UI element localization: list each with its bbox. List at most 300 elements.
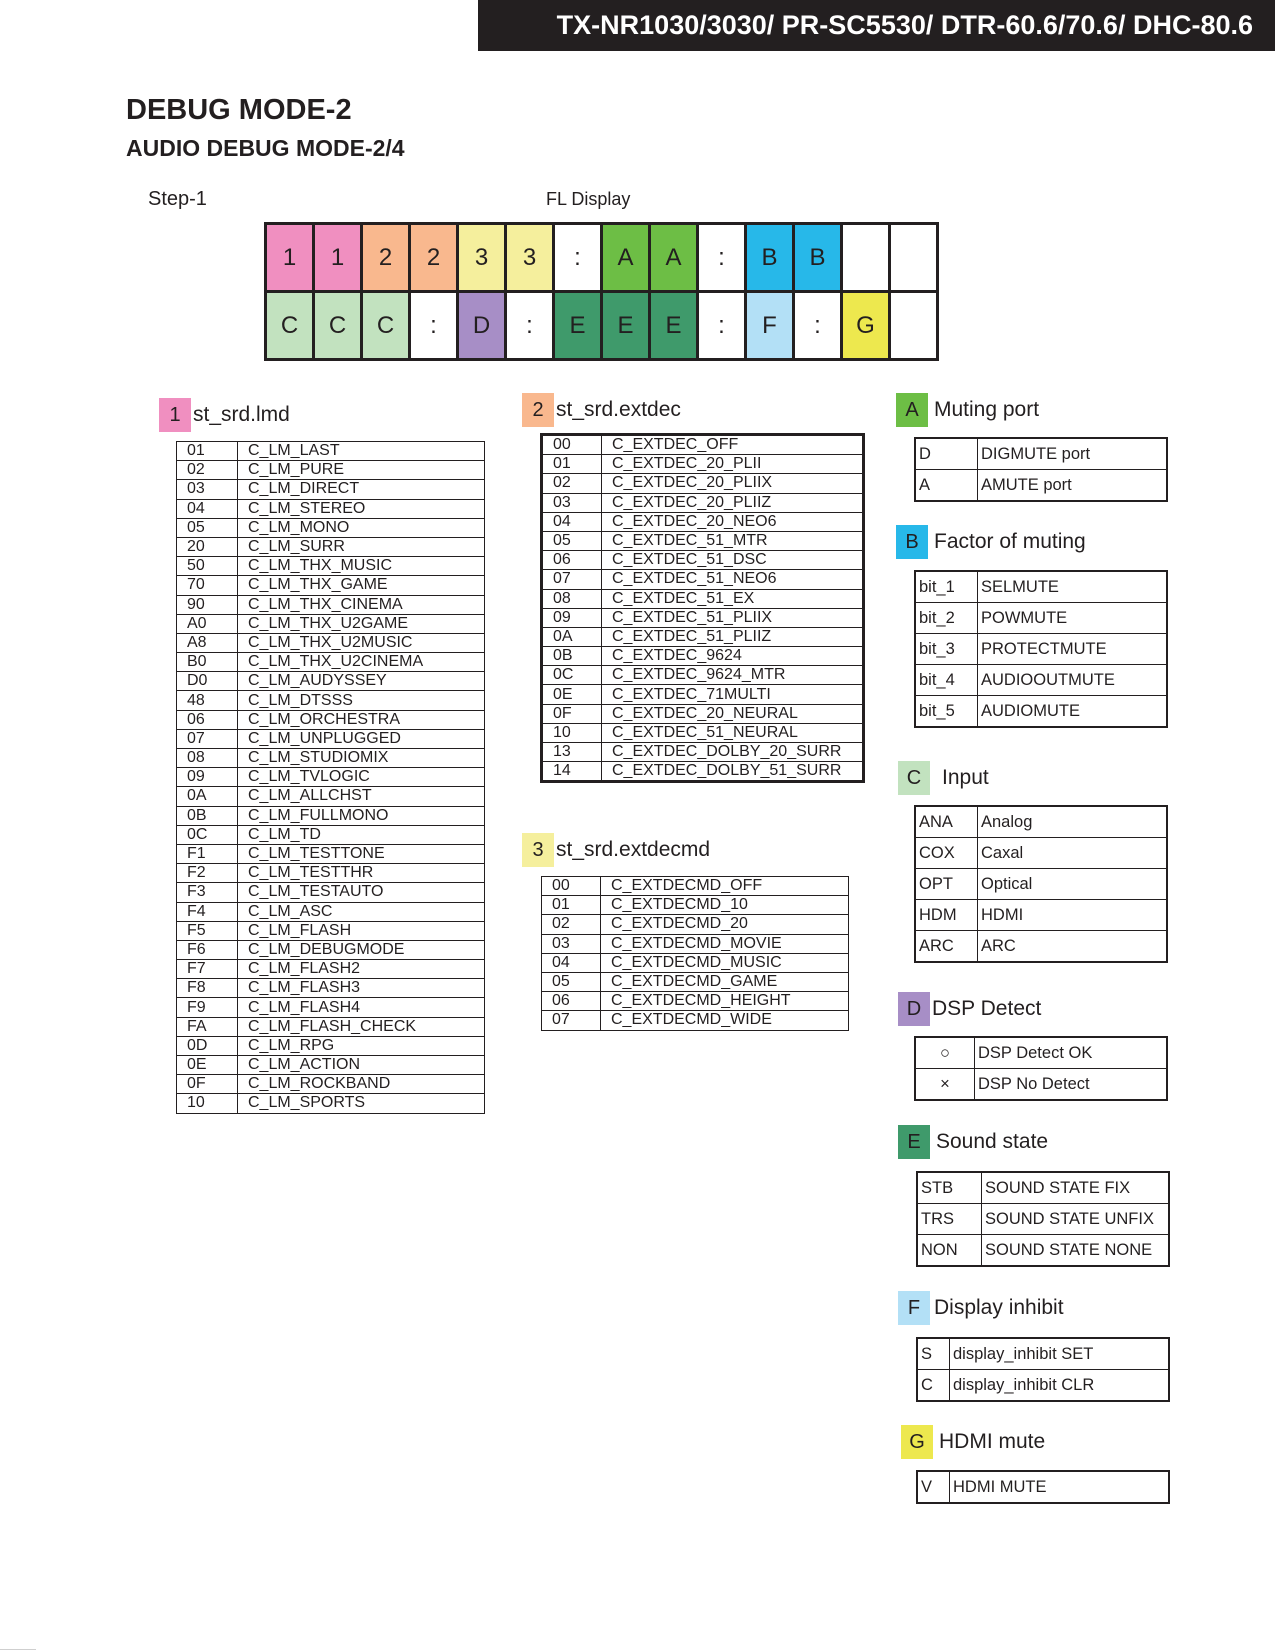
table-row — [542, 551, 864, 570]
value-cell: C_LM_THX_GAME — [238, 576, 485, 595]
table-row — [917, 1471, 1169, 1503]
code-cell: F3 — [177, 883, 238, 902]
code-cell: 07 — [177, 729, 238, 748]
value-cell: POWMUTE — [978, 603, 1168, 634]
code-cell: 0B — [177, 806, 238, 825]
section-title: Muting port — [934, 398, 1040, 421]
model-header: TX-NR1030/3030/ PR-SC5530/ DTR-60.6/70.6/ DHC-80.6 — [478, 0, 1275, 51]
value-cell: C_LM_TESTTHR — [238, 864, 485, 883]
fl-cell: : — [699, 293, 747, 361]
code-cell: 02 — [542, 474, 602, 493]
code-cell: 02 — [177, 461, 238, 480]
code-cell: 04 — [542, 953, 601, 972]
code-cell: 05 — [542, 972, 601, 991]
table-row — [917, 1338, 1169, 1370]
code-cell: 0F — [177, 1075, 238, 1094]
value-cell: C_LM_UNPLUGGED — [238, 729, 485, 748]
table-row — [177, 614, 485, 633]
table-row — [915, 869, 1167, 900]
fl-cell: B — [795, 225, 843, 293]
code-cell: bit_4 — [915, 665, 978, 696]
table-row — [542, 531, 864, 550]
table-row — [177, 806, 485, 825]
code-cell: bit_5 — [915, 696, 978, 728]
value-cell: C_LM_FLASH_CHECK — [238, 1017, 485, 1036]
section-extdec-header — [522, 393, 681, 427]
section-title: DSP Detect — [932, 997, 1042, 1020]
value-cell: C_LM_STUDIOMIX — [238, 749, 485, 768]
value-cell: C_LM_LAST — [238, 442, 485, 461]
table-row — [177, 787, 485, 806]
value-cell: C_LM_FLASH4 — [238, 998, 485, 1017]
table-row — [915, 1037, 1167, 1069]
section-key-badge: F — [898, 1291, 930, 1325]
code-cell: F9 — [177, 998, 238, 1017]
table-row — [542, 704, 864, 723]
code-cell: 0A — [177, 787, 238, 806]
fl-cell: 2 — [411, 225, 459, 293]
table-row — [542, 589, 864, 608]
code-cell: 03 — [177, 480, 238, 499]
table-row — [542, 762, 864, 782]
value-cell: C_EXTDEC_20_PLIIX — [602, 474, 864, 493]
value-cell: PROTECTMUTE — [978, 634, 1168, 665]
table-row — [542, 1011, 849, 1030]
fl-cell — [891, 225, 939, 293]
code-cell: 01 — [177, 442, 238, 461]
value-cell: C_EXTDECMD_WIDE — [601, 1011, 849, 1030]
muting-port-table — [914, 437, 1168, 502]
table-row — [915, 571, 1167, 603]
table-row — [542, 743, 864, 762]
extdec-table — [540, 433, 865, 783]
fl-cell: F — [747, 293, 795, 361]
section-display-inhibit-header — [898, 1291, 1064, 1325]
value-cell: C_LM_THX_U2MUSIC — [238, 633, 485, 652]
section-factor-muting-header — [896, 525, 1086, 559]
table-row — [177, 729, 485, 748]
table-row — [542, 647, 864, 666]
value-cell: C_EXTDEC_9624_MTR — [602, 666, 864, 685]
section-key-badge: 3 — [522, 833, 554, 867]
value-cell: C_LM_TESTTONE — [238, 844, 485, 863]
value-cell: DSP Detect OK — [975, 1037, 1168, 1069]
table-row — [542, 666, 864, 685]
section-title: Sound state — [936, 1130, 1049, 1153]
value-cell: C_LM_ACTION — [238, 1056, 485, 1075]
value-cell: display_inhibit SET — [950, 1338, 1170, 1370]
code-cell: D — [915, 438, 978, 470]
code-cell: F7 — [177, 960, 238, 979]
fl-cell: 1 — [267, 225, 315, 293]
page-title: DEBUG MODE-2 — [126, 94, 352, 126]
table-row — [177, 595, 485, 614]
extdecmd-table — [541, 876, 849, 1031]
section-muting-port-header — [896, 393, 1039, 427]
value-cell: C_LM_DIRECT — [238, 480, 485, 499]
fl-cell: : — [795, 293, 843, 361]
value-cell: C_EXTDEC_DOLBY_51_SURR — [602, 762, 864, 782]
value-cell: SELMUTE — [978, 571, 1168, 603]
table-row — [177, 691, 485, 710]
table-row — [542, 915, 849, 934]
value-cell: C_LM_FLASH2 — [238, 960, 485, 979]
table-row — [177, 710, 485, 729]
table-row — [177, 768, 485, 787]
table-row — [917, 1235, 1169, 1267]
fl-cell: A — [651, 225, 699, 293]
table-row — [177, 960, 485, 979]
section-title: st_srd.extdec — [556, 398, 681, 421]
value-cell: C_LM_SURR — [238, 537, 485, 556]
fl-cell: 2 — [363, 225, 411, 293]
code-cell: 03 — [542, 934, 601, 953]
value-cell: HDMI — [978, 900, 1168, 931]
table-row — [542, 723, 864, 742]
fl-cell: : — [555, 225, 603, 293]
lmd-table — [176, 441, 485, 1114]
code-cell: 07 — [542, 1011, 601, 1030]
value-cell: DIGMUTE port — [978, 438, 1168, 470]
value-cell: C_EXTDEC_51_PLIIZ — [602, 627, 864, 646]
code-cell: A0 — [177, 614, 238, 633]
table-row — [542, 934, 849, 953]
value-cell: AMUTE port — [978, 470, 1168, 502]
value-cell: C_EXTDEC_51_NEURAL — [602, 723, 864, 742]
fl-cell: : — [699, 225, 747, 293]
table-row — [542, 493, 864, 512]
sound-state-table — [916, 1171, 1170, 1267]
code-cell: HDM — [915, 900, 978, 931]
value-cell: C_EXTDECMD_GAME — [601, 972, 849, 991]
fl-cell: C — [315, 293, 363, 361]
code-cell: STB — [917, 1172, 982, 1204]
fl-cell: A — [603, 225, 651, 293]
table-row — [177, 633, 485, 652]
input-table — [914, 805, 1168, 963]
code-cell: COX — [915, 838, 978, 869]
code-cell: F6 — [177, 940, 238, 959]
code-cell: 09 — [177, 768, 238, 787]
code-cell: 0F — [542, 704, 602, 723]
value-cell: display_inhibit CLR — [950, 1370, 1170, 1402]
table-row — [542, 455, 864, 474]
code-cell: TRS — [917, 1204, 982, 1235]
section-dsp-detect-header — [898, 992, 1041, 1026]
value-cell: C_LM_DEBUGMODE — [238, 940, 485, 959]
code-cell: 0C — [542, 666, 602, 685]
code-cell: 0E — [542, 685, 602, 704]
code-cell: 00 — [542, 435, 602, 455]
code-cell: 04 — [542, 512, 602, 531]
section-key-badge: D — [898, 992, 930, 1026]
section-key-badge: C — [898, 761, 930, 795]
value-cell: C_LM_FLASH — [238, 921, 485, 940]
code-cell: 05 — [177, 518, 238, 537]
section-title: st_srd.lmd — [193, 403, 290, 426]
code-cell: 01 — [542, 896, 601, 915]
table-row — [177, 442, 485, 461]
value-cell: C_LM_RPG — [238, 1036, 485, 1055]
code-cell: OPT — [915, 869, 978, 900]
section-title: Input — [942, 766, 989, 789]
table-row — [542, 972, 849, 991]
table-row — [177, 864, 485, 883]
code-cell: F8 — [177, 979, 238, 998]
code-cell: ARC — [915, 931, 978, 963]
value-cell: C_EXTDEC_51_NEO6 — [602, 570, 864, 589]
table-row — [542, 435, 864, 455]
value-cell: C_LM_TESTAUTO — [238, 883, 485, 902]
table-row — [177, 844, 485, 863]
value-cell: C_EXTDECMD_HEIGHT — [601, 992, 849, 1011]
value-cell: C_EXTDECMD_MUSIC — [601, 953, 849, 972]
value-cell: C_EXTDEC_OFF — [602, 435, 864, 455]
value-cell: C_LM_ORCHESTRA — [238, 710, 485, 729]
fl-display-label: FL Display — [546, 189, 631, 209]
fl-cell: C — [267, 293, 315, 361]
table-row — [917, 1370, 1169, 1402]
table-row — [177, 537, 485, 556]
table-row — [915, 665, 1167, 696]
code-cell: 04 — [177, 499, 238, 518]
section-title: st_srd.extdecmd — [556, 838, 711, 861]
value-cell: C_EXTDEC_71MULTI — [602, 685, 864, 704]
fl-cell: E — [651, 293, 699, 361]
code-cell: C — [917, 1370, 950, 1402]
fl-cell: 1 — [315, 225, 363, 293]
code-cell: 06 — [542, 551, 602, 570]
table-row — [542, 992, 849, 1011]
table-row — [177, 749, 485, 768]
code-cell: × — [915, 1069, 975, 1101]
code-cell: A8 — [177, 633, 238, 652]
table-row — [177, 1017, 485, 1036]
fl-cell: 3 — [507, 225, 555, 293]
table-row — [542, 896, 849, 915]
section-title: Factor of muting — [934, 530, 1086, 553]
value-cell: C_LM_THX_U2CINEMA — [238, 653, 485, 672]
code-cell: 08 — [542, 589, 602, 608]
value-cell: Optical — [978, 869, 1168, 900]
table-row — [177, 499, 485, 518]
table-row — [177, 998, 485, 1017]
code-cell: ○ — [915, 1037, 975, 1069]
code-cell: FA — [177, 1017, 238, 1036]
value-cell: C_EXTDEC_20_PLII — [602, 455, 864, 474]
table-row — [177, 921, 485, 940]
code-cell: 14 — [542, 762, 602, 782]
table-row — [542, 608, 864, 627]
value-cell: C_LM_ROCKBAND — [238, 1075, 485, 1094]
code-cell: F2 — [177, 864, 238, 883]
table-row — [915, 470, 1167, 502]
table-row — [542, 627, 864, 646]
value-cell: C_EXTDEC_DOLBY_20_SURR — [602, 743, 864, 762]
dsp-detect-table — [914, 1036, 1168, 1101]
code-cell: D0 — [177, 672, 238, 691]
code-cell: 09 — [542, 608, 602, 627]
section-hdmi-mute-header — [901, 1425, 1045, 1459]
table-row — [915, 931, 1167, 963]
code-cell: 02 — [542, 915, 601, 934]
table-row — [915, 696, 1167, 728]
code-cell: F1 — [177, 844, 238, 863]
value-cell: C_LM_ALLCHST — [238, 787, 485, 806]
value-cell: C_EXTDEC_9624 — [602, 647, 864, 666]
section-title: HDMI mute — [939, 1430, 1046, 1453]
table-row — [177, 1036, 485, 1055]
value-cell: C_LM_SPORTS — [238, 1094, 485, 1113]
code-cell: 90 — [177, 595, 238, 614]
code-cell: bit_2 — [915, 603, 978, 634]
table-row — [177, 672, 485, 691]
code-cell: 07 — [542, 570, 602, 589]
table-row — [915, 806, 1167, 838]
value-cell: Caxal — [978, 838, 1168, 869]
code-cell: 50 — [177, 557, 238, 576]
fl-cell — [891, 293, 939, 361]
table-row — [177, 940, 485, 959]
fl-cell: E — [555, 293, 603, 361]
code-cell: 0B — [542, 647, 602, 666]
value-cell: C_LM_FLASH3 — [238, 979, 485, 998]
table-row — [542, 877, 849, 896]
code-cell: 10 — [177, 1094, 238, 1113]
value-cell: C_LM_ASC — [238, 902, 485, 921]
code-cell: 08 — [177, 749, 238, 768]
code-cell: V — [917, 1471, 950, 1503]
fl-cell: E — [603, 293, 651, 361]
table-row — [177, 1075, 485, 1094]
value-cell: C_LM_TVLOGIC — [238, 768, 485, 787]
fl-cell: D — [459, 293, 507, 361]
value-cell: C_EXTDECMD_OFF — [601, 877, 849, 896]
table-row — [177, 480, 485, 499]
code-cell: A — [915, 470, 978, 502]
code-cell: 0A — [542, 627, 602, 646]
section-extdecmd-header — [522, 833, 710, 867]
factor-muting-table — [914, 570, 1168, 728]
value-cell: C_EXTDEC_51_DSC — [602, 551, 864, 570]
section-key-badge: E — [898, 1125, 930, 1159]
value-cell: C_LM_FULLMONO — [238, 806, 485, 825]
code-cell: 10 — [542, 723, 602, 742]
value-cell: AUDIOOUTMUTE — [978, 665, 1168, 696]
code-cell: 00 — [542, 877, 601, 896]
table-row — [177, 653, 485, 672]
value-cell: C_EXTDEC_51_PLIIX — [602, 608, 864, 627]
table-row — [915, 438, 1167, 470]
table-row — [915, 603, 1167, 634]
section-lmd-header — [159, 398, 290, 432]
code-cell: 0C — [177, 825, 238, 844]
code-cell: F4 — [177, 902, 238, 921]
code-cell: F5 — [177, 921, 238, 940]
code-cell: 0D — [177, 1036, 238, 1055]
table-row — [542, 953, 849, 972]
section-key-badge: A — [896, 393, 928, 427]
code-cell: ANA — [915, 806, 978, 838]
display-inhibit-table — [916, 1337, 1170, 1402]
table-row — [177, 518, 485, 537]
fl-cell: C — [363, 293, 411, 361]
section-key-badge: 2 — [522, 393, 554, 427]
table-row — [915, 838, 1167, 869]
table-row — [177, 1056, 485, 1075]
code-cell: B0 — [177, 653, 238, 672]
code-cell: 05 — [542, 531, 602, 550]
table-row — [177, 883, 485, 902]
section-input-header — [898, 761, 989, 795]
fl-cell: 3 — [459, 225, 507, 293]
fl-cell: : — [507, 293, 555, 361]
value-cell: SOUND STATE NONE — [982, 1235, 1170, 1267]
value-cell: C_EXTDECMD_10 — [601, 896, 849, 915]
value-cell: AUDIOMUTE — [978, 696, 1168, 728]
page-subtitle: AUDIO DEBUG MODE-2/4 — [126, 135, 405, 161]
value-cell: C_LM_AUDYSSEY — [238, 672, 485, 691]
table-row — [915, 634, 1167, 665]
value-cell: C_EXTDEC_51_MTR — [602, 531, 864, 550]
table-row — [915, 900, 1167, 931]
value-cell: SOUND STATE FIX — [982, 1172, 1170, 1204]
value-cell: C_EXTDEC_20_NEO6 — [602, 512, 864, 531]
code-cell: 20 — [177, 537, 238, 556]
value-cell: C_EXTDEC_51_EX — [602, 589, 864, 608]
table-row — [177, 557, 485, 576]
code-cell: NON — [917, 1235, 982, 1267]
fl-cell: B — [747, 225, 795, 293]
fl-display-grid — [264, 222, 939, 361]
section-title: Display inhibit — [934, 1296, 1064, 1319]
fl-cell: G — [843, 293, 891, 361]
value-cell: C_LM_THX_MUSIC — [238, 557, 485, 576]
fl-cell — [843, 225, 891, 293]
table-row — [915, 1069, 1167, 1101]
code-cell: 0E — [177, 1056, 238, 1075]
value-cell: C_LM_TD — [238, 825, 485, 844]
code-cell: S — [917, 1338, 950, 1370]
table-row — [177, 1094, 485, 1113]
code-cell: 03 — [542, 493, 602, 512]
value-cell: C_LM_PURE — [238, 461, 485, 480]
code-cell: bit_3 — [915, 634, 978, 665]
table-row — [917, 1204, 1169, 1235]
table-row — [177, 825, 485, 844]
value-cell: SOUND STATE UNFIX — [982, 1204, 1170, 1235]
value-cell: C_LM_MONO — [238, 518, 485, 537]
step-label: Step-1 — [148, 188, 207, 210]
table-row — [177, 979, 485, 998]
value-cell: C_EXTDEC_20_NEURAL — [602, 704, 864, 723]
code-cell: 06 — [542, 992, 601, 1011]
fl-cell: : — [411, 293, 459, 361]
table-row — [177, 576, 485, 595]
table-row — [542, 512, 864, 531]
value-cell: C_LM_DTSSS — [238, 691, 485, 710]
code-cell: 70 — [177, 576, 238, 595]
section-key-badge: B — [896, 525, 928, 559]
code-cell: 06 — [177, 710, 238, 729]
code-cell: 48 — [177, 691, 238, 710]
table-row — [542, 570, 864, 589]
value-cell: C_EXTDEC_20_PLIIZ — [602, 493, 864, 512]
code-cell: 13 — [542, 743, 602, 762]
value-cell: Analog — [978, 806, 1168, 838]
value-cell: C_LM_THX_CINEMA — [238, 595, 485, 614]
value-cell: DSP No Detect — [975, 1069, 1168, 1101]
